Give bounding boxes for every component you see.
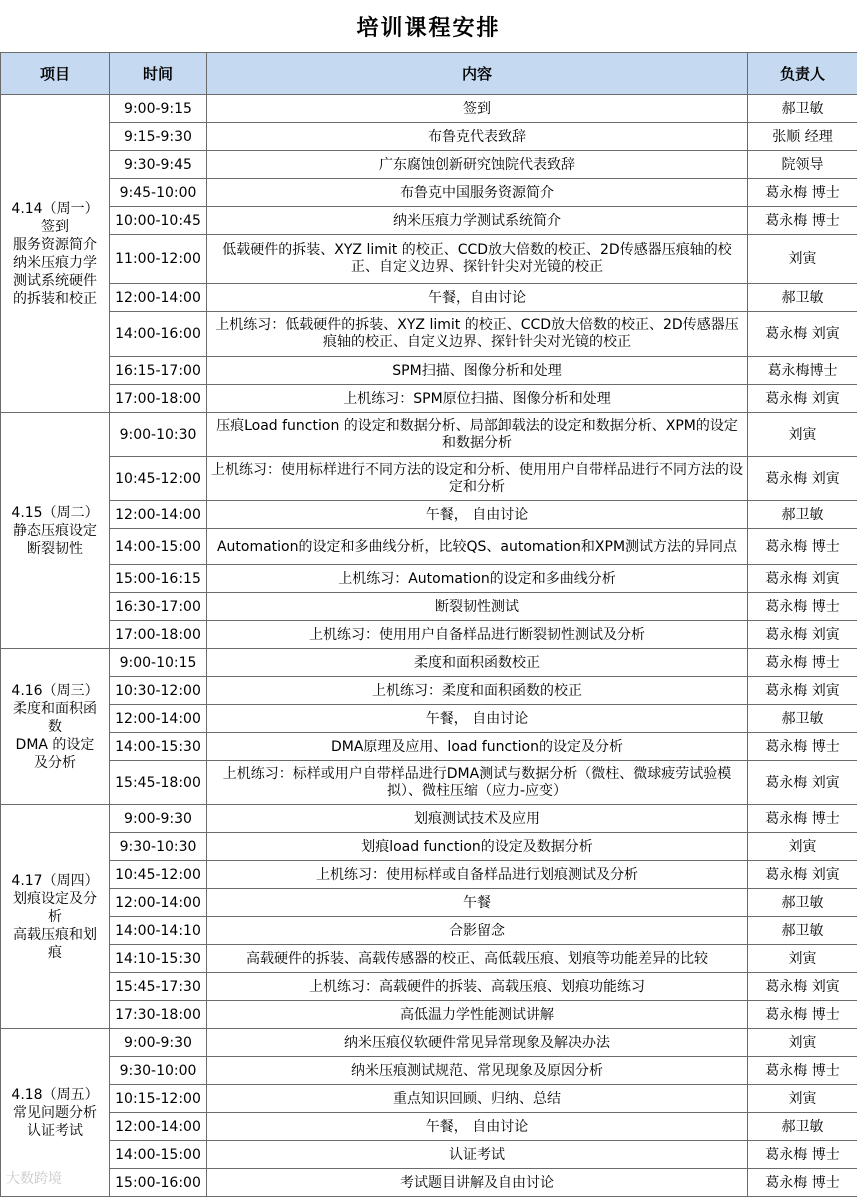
content-cell: 上机练习：SPM原位扫描、图像分析和处理 xyxy=(207,385,748,413)
table-row xyxy=(1,413,857,457)
header-time: 时间 xyxy=(110,53,207,95)
content-cell: 上机练习：Automation的设定和多曲线分析 xyxy=(207,565,748,593)
table-row xyxy=(1,621,857,649)
owner-cell: 葛永梅 博士 xyxy=(748,529,857,565)
content-cell: 上机练习：使用标样进行不同方法的设定和分析、使用用户自带样品进行不同方法的设定和分析 xyxy=(207,457,748,501)
owner-cell: 葛永梅 刘寅 xyxy=(748,677,857,705)
table-row xyxy=(1,151,857,179)
time-cell: 17:30-18:00 xyxy=(110,1001,207,1029)
table-row xyxy=(1,565,857,593)
owner-cell: 葛永梅 博士 xyxy=(748,207,857,235)
content-cell: 上机练习：高载硬件的拆装、高载压痕、划痕功能练习 xyxy=(207,973,748,1001)
content-cell: 柔度和面积函数校正 xyxy=(207,649,748,677)
content-cell: 高低温力学性能测试讲解 xyxy=(207,1001,748,1029)
day-label: 4.17（周四） 划痕设定及分 析 高载压痕和划 痕 xyxy=(1,805,110,1029)
owner-cell: 葛永梅 刘寅 xyxy=(748,385,857,413)
content-cell: 划痕load function的设定及数据分析 xyxy=(207,833,748,861)
owner-cell: 葛永梅博士 xyxy=(748,357,857,385)
day-label: 4.18（周五） 常见问题分析 认证考试 xyxy=(1,1029,110,1197)
owner-cell: 葛永梅 博士 xyxy=(748,1141,857,1169)
content-cell: 考试题目讲解及自由讨论 xyxy=(207,1169,748,1197)
owner-cell: 刘寅 xyxy=(748,945,857,973)
content-cell: 纳米压痕测试规范、常见现象及原因分析 xyxy=(207,1057,748,1085)
day-label: 4.14（周一） 签到 服务资源简介 纳米压痕力学 测试系统硬件 的拆装和校正 xyxy=(1,95,110,413)
content-cell: 上机练习：使用标样或自备样品进行划痕测试及分析 xyxy=(207,861,748,889)
table-row xyxy=(1,457,857,501)
content-cell: 合影留念 xyxy=(207,917,748,945)
time-cell: 12:00-14:00 xyxy=(110,284,207,312)
owner-cell: 葛永梅 博士 xyxy=(748,733,857,761)
table-row xyxy=(1,973,857,1001)
day-label: 4.16（周三） 柔度和面积函 数 DMA 的设定 及分析 xyxy=(1,649,110,805)
table-row xyxy=(1,1001,857,1029)
content-cell: Automation的设定和多曲线分析，比较QS、automation和XPM测试方法的异同点 xyxy=(207,529,748,565)
table-row xyxy=(1,761,857,805)
time-cell: 14:00-15:00 xyxy=(110,529,207,565)
content-cell: 上机练习：低载硬件的拆装、XYZ limit 的校正、CCD放大倍数的校正、2D传感器压痕轴的校正、自定义边界、探针针尖对光镜的校正 xyxy=(207,312,748,357)
header-project: 项目 xyxy=(1,53,110,95)
time-cell: 15:00-16:00 xyxy=(110,1169,207,1197)
table-row xyxy=(1,677,857,705)
content-cell: 高载硬件的拆装、高载传感器的校正、高低载压痕、划痕等功能差异的比较 xyxy=(207,945,748,973)
header-row xyxy=(1,53,857,95)
owner-cell: 葛永梅 博士 xyxy=(748,1057,857,1085)
table-row xyxy=(1,385,857,413)
time-cell: 9:00-10:15 xyxy=(110,649,207,677)
time-cell: 15:45-18:00 xyxy=(110,761,207,805)
owner-cell: 葛永梅 刘寅 xyxy=(748,621,857,649)
owner-cell: 葛永梅 刘寅 xyxy=(748,973,857,1001)
time-cell: 10:30-12:00 xyxy=(110,677,207,705)
content-cell: 纳米压痕仪软硬件常见异常现象及解决办法 xyxy=(207,1029,748,1057)
content-cell: SPM扫描、图像分析和处理 xyxy=(207,357,748,385)
time-cell: 14:00-14:10 xyxy=(110,917,207,945)
time-cell: 9:15-9:30 xyxy=(110,123,207,151)
owner-cell: 郝卫敏 xyxy=(748,1113,857,1141)
time-cell: 9:00-9:30 xyxy=(110,805,207,833)
time-cell: 15:45-17:30 xyxy=(110,973,207,1001)
table-row xyxy=(1,1029,857,1057)
owner-cell: 院领导 xyxy=(748,151,857,179)
content-cell: 低载硬件的拆装、XYZ limit 的校正、CCD放大倍数的校正、2D传感器压痕轴的校正、自定义边界、探针针尖对光镜的校正 xyxy=(207,235,748,284)
time-cell: 10:00-10:45 xyxy=(110,207,207,235)
table-row xyxy=(1,123,857,151)
owner-cell: 刘寅 xyxy=(748,833,857,861)
table-row xyxy=(1,805,857,833)
time-cell: 16:15-17:00 xyxy=(110,357,207,385)
header-owner: 负责人 xyxy=(748,53,857,95)
table-row xyxy=(1,833,857,861)
owner-cell: 刘寅 xyxy=(748,413,857,457)
owner-cell: 葛永梅 刘寅 xyxy=(748,761,857,805)
content-cell: 午餐 xyxy=(207,889,748,917)
time-cell: 14:00-15:30 xyxy=(110,733,207,761)
owner-cell: 葛永梅 刘寅 xyxy=(748,312,857,357)
time-cell: 17:00-18:00 xyxy=(110,385,207,413)
owner-cell: 郝卫敏 xyxy=(748,284,857,312)
content-cell: 午餐，自由讨论 xyxy=(207,284,748,312)
time-cell: 9:00-9:30 xyxy=(110,1029,207,1057)
time-cell: 12:00-14:00 xyxy=(110,501,207,529)
content-cell: 认证考试 xyxy=(207,1141,748,1169)
owner-cell: 葛永梅 刘寅 xyxy=(748,457,857,501)
time-cell: 14:00-16:00 xyxy=(110,312,207,357)
watermark-logo: 大数跨境 xyxy=(6,1168,62,1188)
content-cell: 上机练习：使用用户自备样品进行断裂韧性测试及分析 xyxy=(207,621,748,649)
owner-cell: 张顺 经理 xyxy=(748,123,857,151)
table-row xyxy=(1,1057,857,1085)
content-cell: 广东腐蚀创新研究蚀院代表致辞 xyxy=(207,151,748,179)
table-row xyxy=(1,861,857,889)
content-cell: 重点知识回顾、归纳、总结 xyxy=(207,1085,748,1113)
time-cell: 9:45-10:00 xyxy=(110,179,207,207)
table-row xyxy=(1,1085,857,1113)
table-row xyxy=(1,1113,857,1141)
time-cell: 10:45-12:00 xyxy=(110,457,207,501)
owner-cell: 葛永梅 博士 xyxy=(748,649,857,677)
owner-cell: 郝卫敏 xyxy=(748,705,857,733)
time-cell: 17:00-18:00 xyxy=(110,621,207,649)
table-row xyxy=(1,889,857,917)
owner-cell: 葛永梅 博士 xyxy=(748,593,857,621)
content-cell: 压痕Load function 的设定和数据分析、局部卸载法的设定和数据分析、XPM的设定和数据分析 xyxy=(207,413,748,457)
table-row xyxy=(1,529,857,565)
owner-cell: 郝卫敏 xyxy=(748,501,857,529)
time-cell: 10:15-12:00 xyxy=(110,1085,207,1113)
owner-cell: 葛永梅 博士 xyxy=(748,805,857,833)
page-title: 培训课程安排 xyxy=(0,0,857,52)
table-row xyxy=(1,357,857,385)
content-cell: 上机练习：柔度和面积函数的校正 xyxy=(207,677,748,705)
content-cell: 午餐， 自由讨论 xyxy=(207,1113,748,1141)
table-row xyxy=(1,733,857,761)
time-cell: 12:00-14:00 xyxy=(110,889,207,917)
owner-cell: 刘寅 xyxy=(748,235,857,284)
table-row xyxy=(1,1169,857,1197)
time-cell: 14:10-15:30 xyxy=(110,945,207,973)
owner-cell: 葛永梅 博士 xyxy=(748,1169,857,1197)
time-cell: 9:30-10:00 xyxy=(110,1057,207,1085)
time-cell: 9:00-9:15 xyxy=(110,95,207,123)
table-row xyxy=(1,95,857,123)
header-content: 内容 xyxy=(207,53,748,95)
owner-cell: 郝卫敏 xyxy=(748,95,857,123)
time-cell: 15:00-16:15 xyxy=(110,565,207,593)
content-cell: 签到 xyxy=(207,95,748,123)
owner-cell: 郝卫敏 xyxy=(748,889,857,917)
table-row xyxy=(1,945,857,973)
content-cell: 断裂韧性测试 xyxy=(207,593,748,621)
time-cell: 9:30-10:30 xyxy=(110,833,207,861)
content-cell: 布鲁克中国服务资源简介 xyxy=(207,179,748,207)
owner-cell: 葛永梅 刘寅 xyxy=(748,565,857,593)
table-row xyxy=(1,207,857,235)
owner-cell: 刘寅 xyxy=(748,1085,857,1113)
owner-cell: 刘寅 xyxy=(748,1029,857,1057)
content-cell: 午餐， 自由讨论 xyxy=(207,501,748,529)
time-cell: 9:30-9:45 xyxy=(110,151,207,179)
content-cell: 布鲁克代表致辞 xyxy=(207,123,748,151)
table-row xyxy=(1,917,857,945)
day-label: 4.15（周二） 静态压痕设定 断裂韧性 xyxy=(1,413,110,649)
content-cell: 划痕测试技术及应用 xyxy=(207,805,748,833)
table-row xyxy=(1,1141,857,1169)
time-cell: 16:30-17:00 xyxy=(110,593,207,621)
content-cell: 上机练习：标样或用户自带样品进行DMA测试与数据分析（微柱、微球疲劳试验模拟）、微柱压缩（应力-应变） xyxy=(207,761,748,805)
table-row xyxy=(1,705,857,733)
schedule-table xyxy=(0,52,857,1197)
time-cell: 14:00-15:00 xyxy=(110,1141,207,1169)
content-cell: 纳米压痕力学测试系统简介 xyxy=(207,207,748,235)
table-row xyxy=(1,179,857,207)
time-cell: 9:00-10:30 xyxy=(110,413,207,457)
table-row xyxy=(1,649,857,677)
time-cell: 10:45-12:00 xyxy=(110,861,207,889)
owner-cell: 郝卫敏 xyxy=(748,917,857,945)
time-cell: 12:00-14:00 xyxy=(110,1113,207,1141)
time-cell: 11:00-12:00 xyxy=(110,235,207,284)
content-cell: 午餐， 自由讨论 xyxy=(207,705,748,733)
owner-cell: 葛永梅 博士 xyxy=(748,179,857,207)
table-row xyxy=(1,501,857,529)
table-row xyxy=(1,284,857,312)
owner-cell: 葛永梅 刘寅 xyxy=(748,861,857,889)
owner-cell: 葛永梅 博士 xyxy=(748,1001,857,1029)
content-cell: DMA原理及应用、load function的设定及分析 xyxy=(207,733,748,761)
table-row xyxy=(1,593,857,621)
table-row xyxy=(1,235,857,284)
time-cell: 12:00-14:00 xyxy=(110,705,207,733)
table-row xyxy=(1,312,857,357)
